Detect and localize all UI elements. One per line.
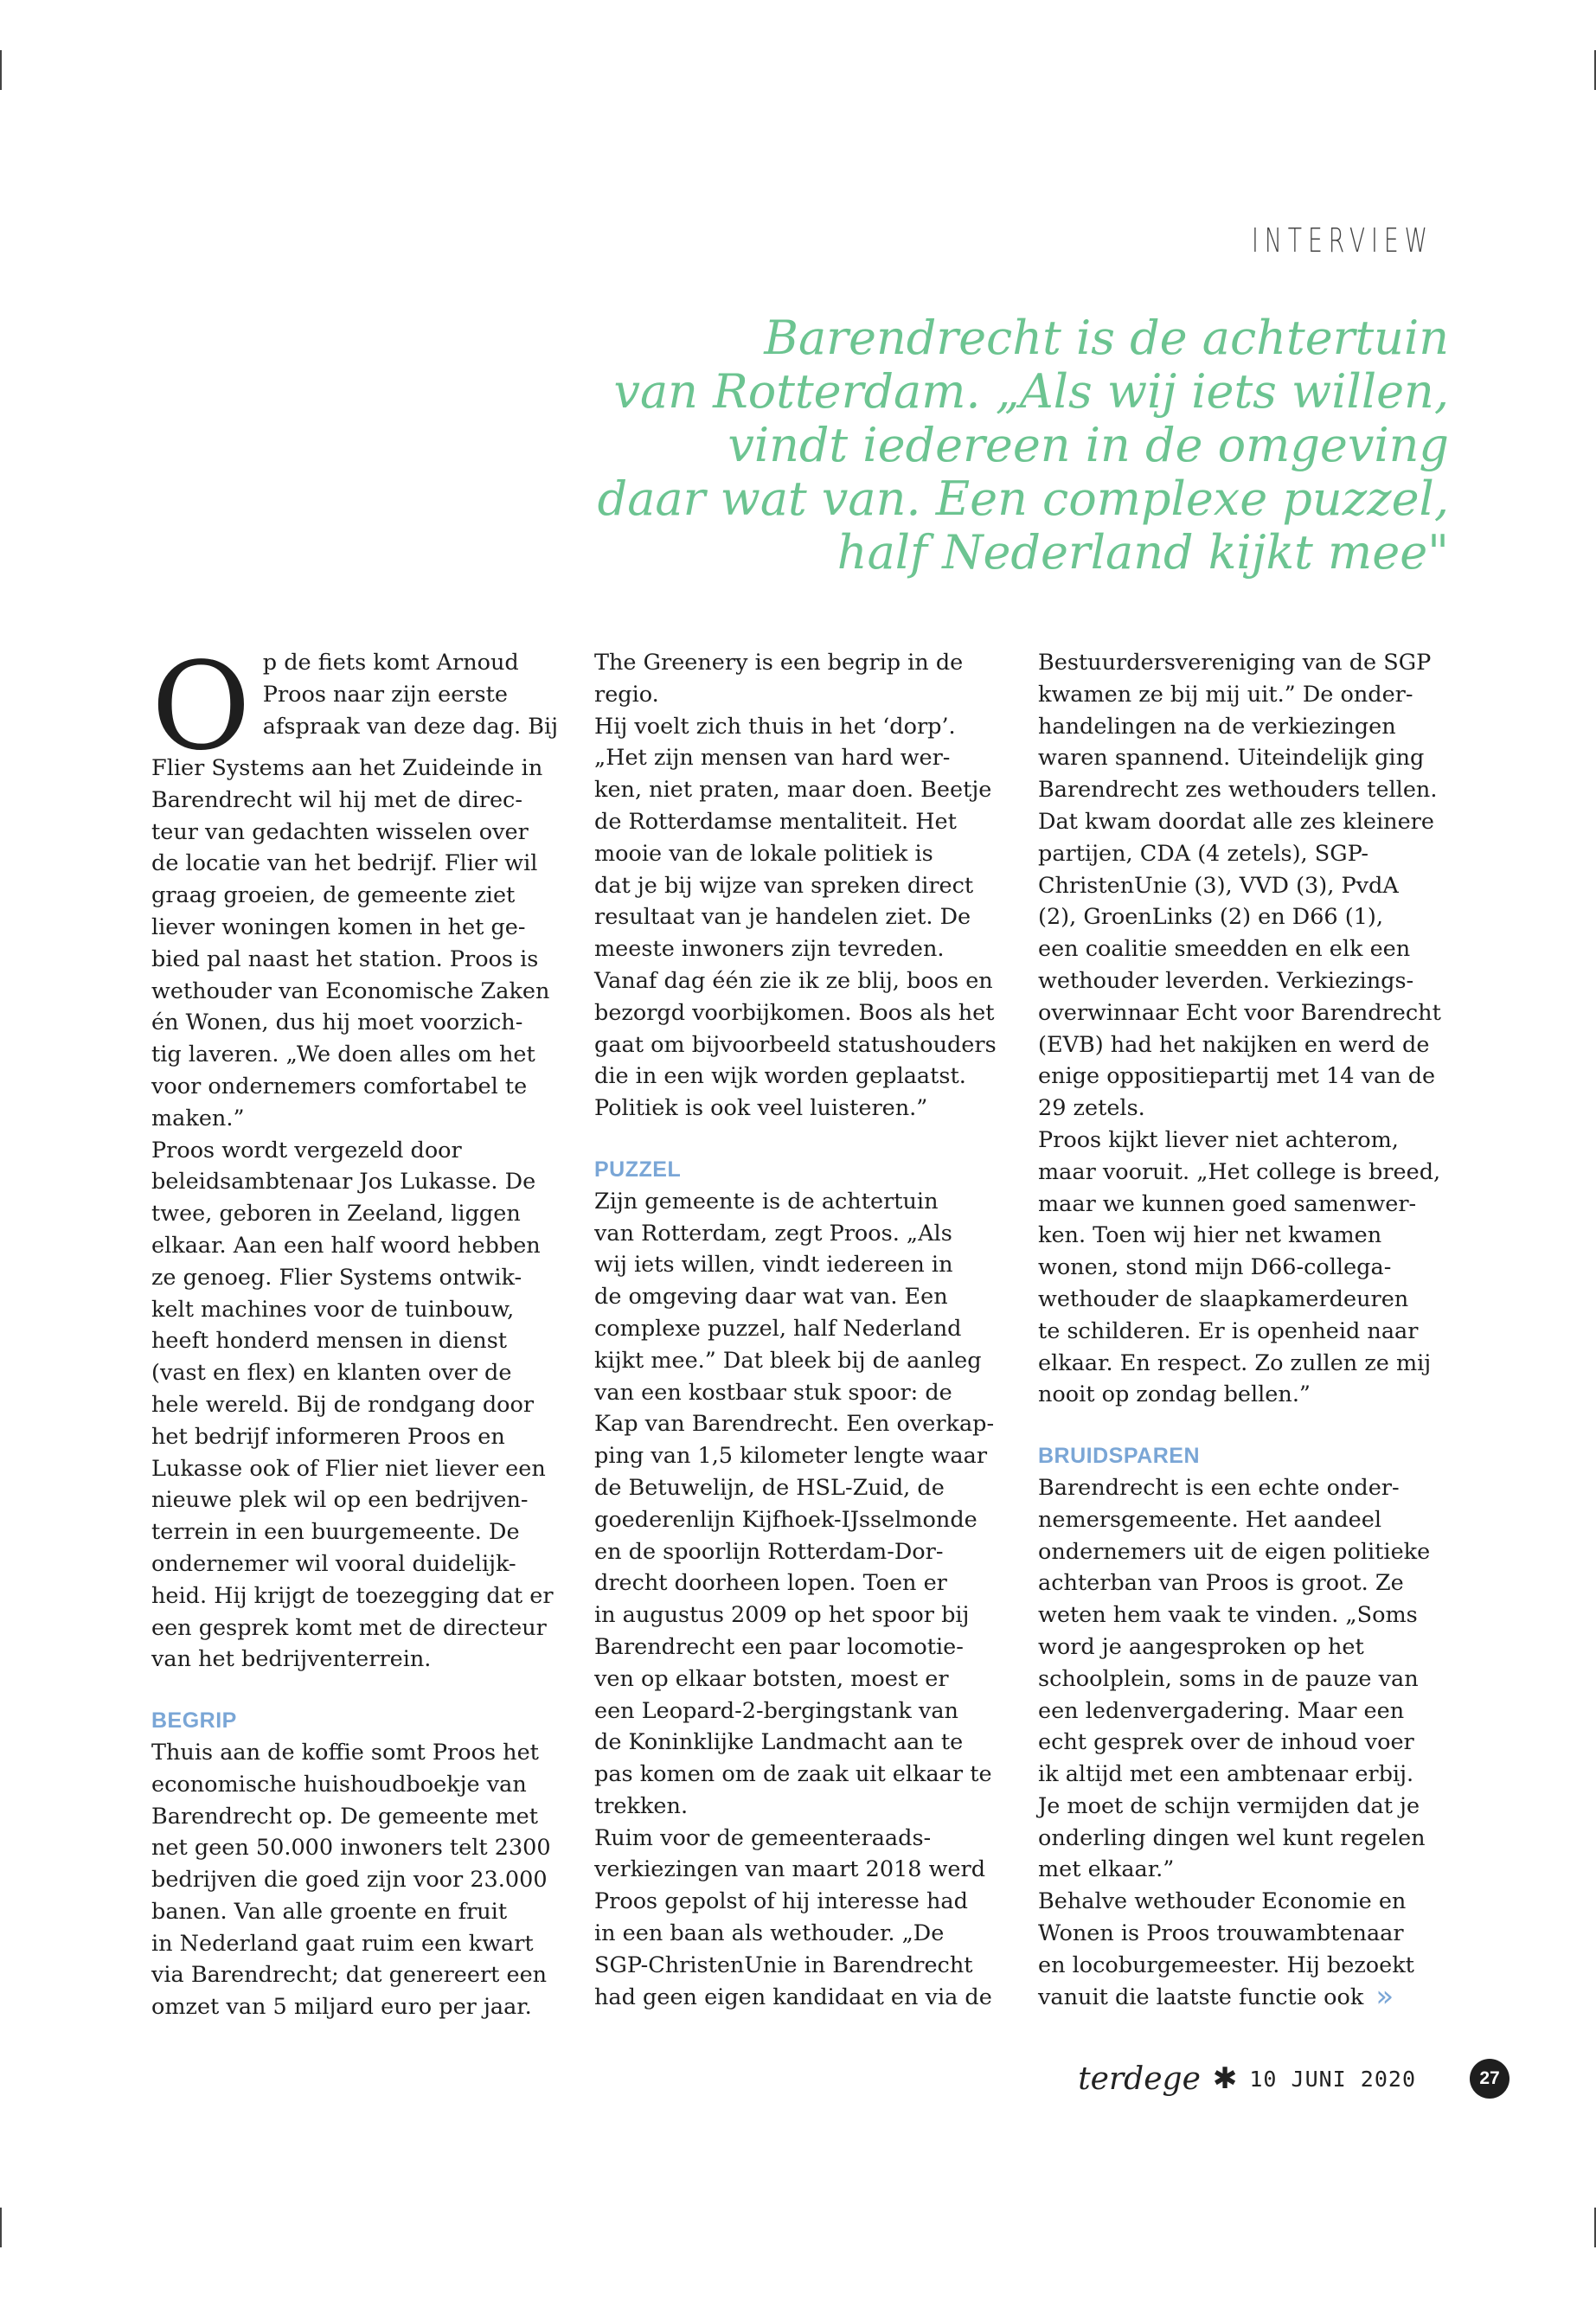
text-line: „Het zijn mensen van hard wer- bbox=[594, 745, 951, 772]
text-line: Wonen is Proos trouwambtenaar bbox=[1038, 1920, 1404, 1947]
text-line: Politiek is ook veel luisteren.” bbox=[594, 1095, 928, 1122]
text-line: te schilderen. Er is openheid naar bbox=[1038, 1317, 1419, 1344]
text-line: wethouder de slaapkamerdeuren bbox=[1038, 1285, 1409, 1312]
text-line: in een baan als wethouder. „De bbox=[594, 1920, 945, 1947]
text-line: en locoburgemeester. Hij bezoekt bbox=[1038, 1952, 1414, 1978]
text-line: Proos kijkt liever niet achterom, bbox=[1038, 1126, 1399, 1153]
last-line-text: vanuit die laatste functie ook bbox=[1038, 1984, 1364, 2010]
text-line: trekken. bbox=[594, 1792, 689, 1819]
text-line: waren spannend. Uiteindelijk ging bbox=[1038, 745, 1425, 772]
text-line: een gesprek komt met de directeur bbox=[151, 1614, 547, 1641]
text-line: had geen eigen kandidaat en via de bbox=[594, 1984, 992, 2010]
text-line: maar we kunnen goed samenwer- bbox=[1038, 1190, 1417, 1217]
text-line: en de spoorlijn Rotterdam-Dor- bbox=[594, 1538, 944, 1565]
text-line: Flier Systems aan het Zuideinde in bbox=[151, 755, 543, 781]
text-line: (vast en flex) en klanten over de bbox=[151, 1360, 512, 1387]
text-line: SGP-ChristenUnie in Barendrecht bbox=[594, 1952, 973, 1978]
text-line: Ruim voor de gemeenteraads- bbox=[594, 1824, 932, 1851]
text-line: Barendrecht is een echte onder- bbox=[1038, 1474, 1400, 1501]
col2-body-after bbox=[594, 1186, 997, 2014]
text-line: The Greenery is een begrip in de bbox=[594, 650, 964, 676]
text-line: Behalve wethouder Economie en bbox=[1038, 1888, 1407, 1915]
text-line: maar vooruit. „Het college is breed, bbox=[1038, 1158, 1441, 1185]
text-line: ondernemers uit de eigen politieke bbox=[1038, 1538, 1431, 1565]
text-line: de Betuwelijn, de HSL-Zuid, de bbox=[594, 1474, 945, 1501]
text-line: de omgeving daar wat van. Een bbox=[594, 1284, 948, 1311]
text-line: Zijn gemeente is de achtertuin bbox=[594, 1188, 939, 1215]
text-line: in Nederland gaat ruim een kwart bbox=[151, 1930, 534, 1957]
pullquote-line: half Nederland kijkt mee" bbox=[836, 525, 1449, 580]
text-line: bedrijven die goed zijn voor 23.000 bbox=[151, 1867, 548, 1894]
text-line: beleidsambtenaar Jos Lukasse. De bbox=[151, 1169, 536, 1195]
text-line: wij iets willen, vindt iedereen in bbox=[594, 1252, 953, 1279]
text-line: word je aangesproken op het bbox=[1038, 1633, 1364, 1660]
text-line: regio. bbox=[594, 681, 659, 708]
text-line: Lukasse ook of Flier niet liever een bbox=[151, 1455, 546, 1482]
col3-body-after bbox=[1038, 1472, 1440, 1982]
text-line: maken.” bbox=[151, 1105, 245, 1131]
text-line: elkaar. En respect. Zo zullen ze mij bbox=[1038, 1349, 1432, 1376]
crop-mark-bottom-left bbox=[0, 2208, 2, 2247]
text-line: voor ondernemers comfortabel te bbox=[151, 1073, 528, 1099]
text-line: graag groeien, de gemeente ziet bbox=[151, 882, 516, 909]
text-line: via Barendrecht; dat genereert een bbox=[151, 1962, 548, 1989]
text-line: mooie van de lokale politiek is bbox=[594, 840, 933, 867]
text-line: wonen, stond mijn D66-collega- bbox=[1038, 1254, 1392, 1281]
text-line: ze genoeg. Flier Systems ontwik- bbox=[151, 1264, 522, 1291]
text-line: kijkt mee.” Dat bleek bij de aanleg bbox=[594, 1347, 982, 1374]
text-line: een coalitie smeedden en elk een bbox=[1038, 936, 1411, 963]
text-line: (2), GroenLinks (2) en D66 (1), bbox=[1038, 904, 1383, 931]
text-line: Dat kwam doordat alle zes kleinere bbox=[1038, 808, 1434, 835]
text-line: ondernemer wil vooral duidelijk- bbox=[151, 1550, 516, 1577]
text-line: drecht doorheen lopen. Toen er bbox=[594, 1570, 947, 1597]
text-line: teur van gedachten wisselen over bbox=[151, 818, 529, 845]
text-line: economische huishoudboekje van bbox=[151, 1771, 527, 1798]
pullquote-line: daar wat van. Een complexe puzzel, bbox=[597, 471, 1449, 526]
page-number: 27 bbox=[1470, 2059, 1509, 2099]
section-label: INTERVIEW bbox=[1252, 221, 1433, 260]
text-line: nieuwe plek wil op een bedrijven- bbox=[151, 1487, 529, 1514]
col1-body-after bbox=[151, 1737, 554, 2023]
text-line: p de fiets komt Arnoud bbox=[262, 650, 519, 676]
text-line: wethouder leverden. Verkiezings- bbox=[1038, 967, 1414, 994]
text-line: 29 zetels. bbox=[1038, 1095, 1145, 1122]
text-line: ken, niet praten, maar doen. Beetje bbox=[594, 777, 992, 804]
text-line: twee, geboren in Zeeland, liggen bbox=[151, 1201, 521, 1227]
text-line: met elkaar.” bbox=[1038, 1856, 1175, 1883]
text-line: Barendrecht een paar locomotie- bbox=[594, 1633, 964, 1660]
text-line: in augustus 2009 op het spoor bij bbox=[594, 1602, 970, 1629]
text-line: de locatie van het bedrijf. Flier wil bbox=[151, 850, 538, 877]
text-line: Thuis aan de koffie somt Proos het bbox=[151, 1739, 539, 1766]
text-line: ChristenUnie (3), VVD (3), PvdA bbox=[1038, 872, 1399, 899]
text-line: onderling dingen wel kunt regelen bbox=[1038, 1824, 1426, 1851]
col3-body bbox=[1038, 647, 1440, 1411]
text-line: verkiezingen van maart 2018 werd bbox=[594, 1856, 986, 1883]
text-line: ik altijd met een ambtenaar erbij. bbox=[1038, 1761, 1414, 1788]
text-line: goederenlijn Kijfhoek-IJsselmonde bbox=[594, 1506, 977, 1533]
text-line: heeft honderd mensen in dienst bbox=[151, 1328, 508, 1355]
issue-date: 10 JUNI 2020 bbox=[1249, 2066, 1416, 2092]
text-line: het bedrijf informeren Proos en bbox=[151, 1423, 505, 1450]
pullquote-line: Barendrecht is de achtertuin bbox=[764, 311, 1449, 365]
text-line: tig laveren. „We doen alles om het bbox=[151, 1042, 535, 1068]
text-line: handelingen na de verkiezingen bbox=[1038, 713, 1396, 740]
text-line: én Wonen, dus hij moet voorzich- bbox=[151, 1009, 523, 1036]
article-column-2 bbox=[594, 647, 997, 2013]
text-line: bezorgd voorbijkomen. Boos als het bbox=[594, 999, 995, 1026]
star-icon: ✱ bbox=[1212, 2061, 1238, 2096]
text-line: ken. Toen wij hier net kwamen bbox=[1038, 1222, 1382, 1249]
text-line: Je moet de schijn vermijden dat je bbox=[1038, 1792, 1420, 1819]
text-line: net geen 50.000 inwoners telt 2300 bbox=[151, 1835, 551, 1862]
page-footer bbox=[1078, 2057, 1509, 2100]
text-line: weten hem vaak te vinden. „Soms bbox=[1038, 1602, 1418, 1629]
text-line: Proos gepolst of hij interesse had bbox=[594, 1888, 968, 1915]
text-line: wethouder van Economische Zaken bbox=[151, 977, 550, 1004]
text-line: Barendrecht zes wethouders tellen. bbox=[1038, 777, 1438, 804]
text-line: afspraak van deze dag. Bij bbox=[262, 713, 559, 740]
subhead-puzzel: PUZZEL bbox=[594, 1157, 682, 1182]
text-line: een ledenvergadering. Maar een bbox=[1038, 1697, 1405, 1724]
text-line: Proos wordt vergezeld door bbox=[151, 1137, 462, 1163]
subhead-begrip: BEGRIP bbox=[151, 1708, 237, 1734]
text-line: een Leopard-2-bergingstank van bbox=[594, 1697, 958, 1724]
text-line: ven op elkaar botsten, moest er bbox=[594, 1665, 949, 1692]
text-line: de Rotterdamse mentaliteit. Het bbox=[594, 808, 957, 835]
magazine-logo: terdege bbox=[1078, 2061, 1201, 2097]
article-column-3 bbox=[1038, 647, 1440, 2013]
drop-cap: O bbox=[151, 637, 251, 778]
text-line: Kap van Barendrecht. Een overkap- bbox=[594, 1411, 995, 1438]
text-line: heid. Hij krijgt de toezegging dat er bbox=[151, 1582, 554, 1609]
article-column-1 bbox=[151, 637, 559, 2023]
text-line: meeste inwoners zijn tevreden. bbox=[594, 936, 945, 963]
text-line: pas komen om de zaak uit elkaar te bbox=[594, 1761, 992, 1788]
text-line: gaat om bijvoorbeeld statushouders bbox=[594, 1031, 997, 1058]
pullquote bbox=[489, 311, 1449, 580]
text-line: banen. Van alle groente en fruit bbox=[151, 1898, 508, 1925]
pullquote-line: van Rotterdam. „Als wij iets willen, bbox=[613, 364, 1449, 419]
text-line: Barendrecht op. De gemeente met bbox=[151, 1803, 538, 1830]
crop-mark-top-left bbox=[0, 50, 2, 90]
text-line: nooit op zondag bellen.” bbox=[1038, 1381, 1311, 1408]
text-line: achterban van Proos is groot. Ze bbox=[1038, 1570, 1404, 1597]
text-line: van Rotterdam, zegt Proos. „Als bbox=[594, 1220, 952, 1247]
text-line: terrein in een buurgemeente. De bbox=[151, 1519, 520, 1546]
text-line: nemersgemeente. Het aandeel bbox=[1038, 1506, 1381, 1533]
text-line: schoolplein, soms in de pauze van bbox=[1038, 1665, 1419, 1692]
text-line: bied pal naast het station. Proos is bbox=[151, 945, 539, 972]
text-line: kwamen ze bij mij uit.” De onder- bbox=[1038, 681, 1413, 708]
text-line: overwinnaar Echt voor Barendrecht bbox=[1038, 999, 1441, 1026]
text-line: Proos naar zijn eerste bbox=[262, 681, 508, 708]
text-line: de Koninklijke Landmacht aan te bbox=[594, 1729, 964, 1756]
col2-body bbox=[594, 647, 997, 1125]
text-line: dat je bij wijze van spreken direct bbox=[594, 872, 974, 899]
text-line: Vanaf dag één zie ik ze blij, boos en bbox=[594, 967, 993, 994]
text-line: Bestuurdersvereniging van de SGP bbox=[1038, 650, 1432, 676]
text-line: hele wereld. Bij de rondgang door bbox=[151, 1391, 535, 1418]
text-line: omzet van 5 miljard euro per jaar. bbox=[151, 1994, 532, 2021]
text-line: (EVB) had het nakijken en werd de bbox=[1038, 1031, 1430, 1058]
double-chevron-right-icon: » bbox=[1375, 1978, 1394, 2014]
text-line: liever woningen komen in het ge- bbox=[151, 913, 526, 940]
text-line-last bbox=[1038, 1978, 1440, 2014]
text-line: complexe puzzel, half Nederland bbox=[594, 1315, 962, 1342]
pullquote-line: vindt iedereen in de omgeving bbox=[727, 418, 1449, 472]
text-line: resultaat van je handelen ziet. De bbox=[594, 904, 971, 931]
text-line: Barendrecht wil hij met de direc- bbox=[151, 786, 522, 813]
text-line: Hij voelt zich thuis in het ‘dorp’. bbox=[594, 713, 956, 740]
col1-body bbox=[151, 753, 554, 1676]
text-line: ping van 1,5 kilometer lengte waar bbox=[594, 1443, 988, 1470]
text-line: van het bedrijventerrein. bbox=[151, 1646, 432, 1673]
text-line: echt gesprek over de inhoud voer bbox=[1038, 1729, 1414, 1756]
subhead-bruidsparen: BRUIDSPAREN bbox=[1038, 1444, 1200, 1469]
text-line: kelt machines voor de tuinbouw, bbox=[151, 1296, 515, 1323]
text-line: van een kostbaar stuk spoor: de bbox=[594, 1379, 952, 1406]
text-line: partijen, CDA (4 zetels), SGP- bbox=[1038, 840, 1368, 867]
text-line: elkaar. Aan een half woord hebben bbox=[151, 1232, 541, 1259]
text-line: enige oppositiepartij met 14 van de bbox=[1038, 1063, 1436, 1090]
text-line: die in een wijk worden geplaatst. bbox=[594, 1063, 966, 1090]
